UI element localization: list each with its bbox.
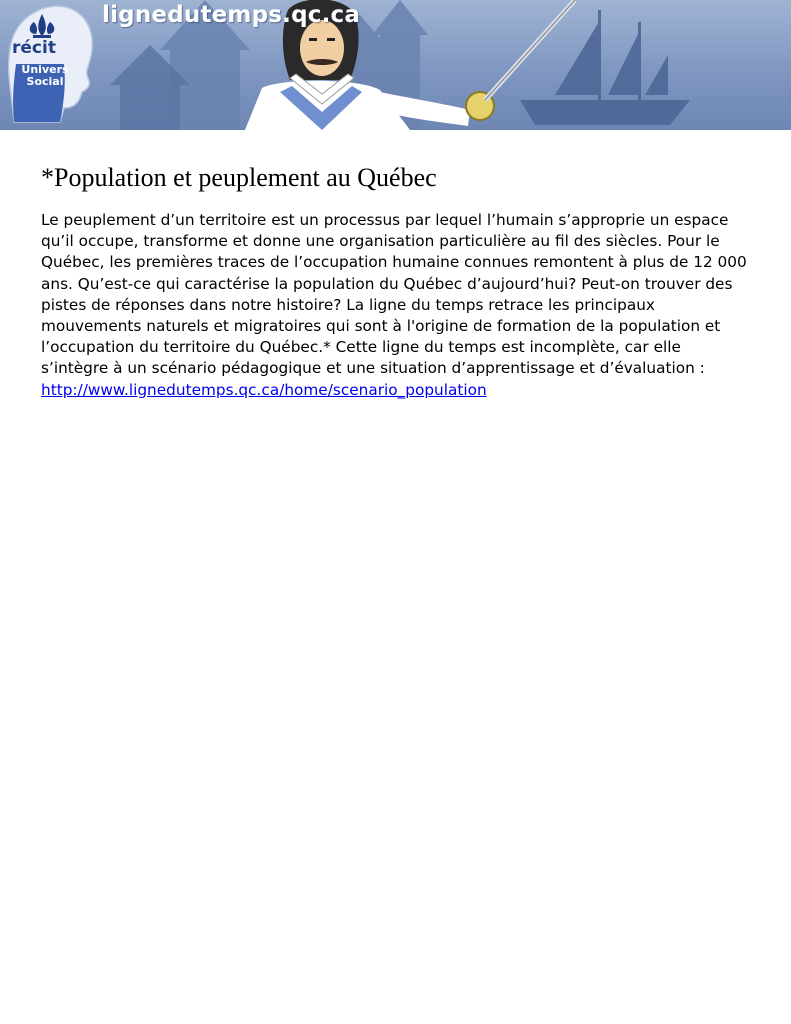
page-title: *Population et peuplement au Québec xyxy=(41,163,437,192)
site-name: lignedutemps.qc.ca xyxy=(102,2,361,28)
logo-line-univers: Univers xyxy=(21,63,69,76)
logo-line-social: Social xyxy=(26,75,64,88)
logo-brand-text: récit xyxy=(12,38,56,58)
scenario-link[interactable]: http://www.lignedutemps.qc.ca/home/scenario_population xyxy=(41,380,487,399)
logo-subtitle xyxy=(19,64,71,88)
main-content xyxy=(41,160,751,401)
header-banner xyxy=(0,0,791,130)
intro-paragraph xyxy=(41,210,751,401)
intro-text: Le peuplement d’un territoire est un processus par lequel l’humain s’approprie un espace qu’il occupe, transforme et donne une organisation particulière au fil des siècles. Pour le Québec, les premières traces de l’occupation humaine connues remontent à plus de 12 000 ans. Qu’est-ce qui caractérise la population du Québec d’aujourd’hui? Peut-on trouver des pistes de réponses dans notre histoire? La ligne du temps retrace les principaux mouvements naturels et migratoires qui sont à l'origine de formation de la population et l’occupation du territoire du Québec.* Cette ligne du temps est incomplète, car elle s’intègre à un scénario pédagogique et une situation d’apprentissage et d’évaluation : xyxy=(41,211,747,378)
